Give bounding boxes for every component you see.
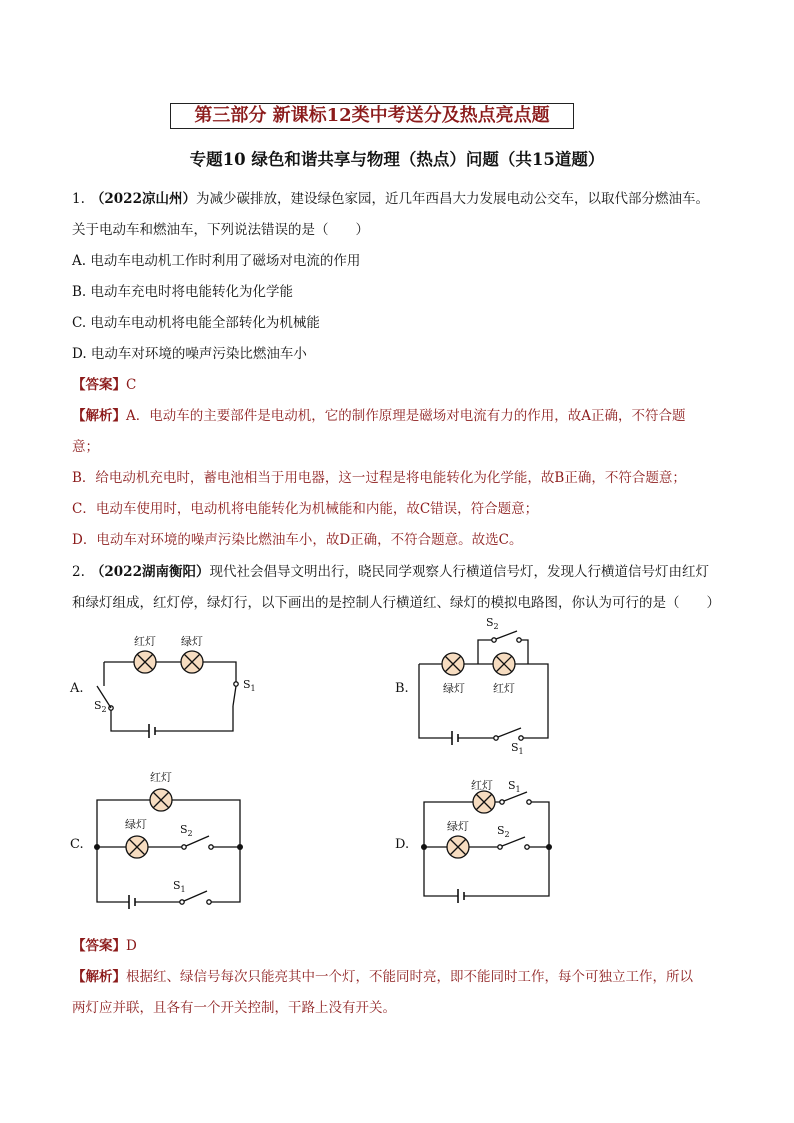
q2-number: 2. [72,564,85,580]
q1-option-b: B. 电动车充电时将电能转化为化学能 [72,284,294,300]
lamp-label: 红灯 [471,779,493,792]
q2-analysis-line2: 两灯应并联，且各有一个开关控制，干路上没有开关。 [72,1000,396,1016]
part-title: 第三部分 新课标12类中考送分及热点亮点题 [170,103,574,129]
option-c-label: C. [70,837,84,852]
q1-option-c: C. 电动车电动机将电能全部转化为机械能 [72,315,320,331]
switch-label: $S_2$ [94,699,107,714]
switch-label: $S_1$ [173,879,186,894]
circuit-b [419,631,548,745]
q1-answer-tag: 【答案】 [72,377,126,393]
circuit-c [97,789,240,909]
lamp-label: 绿灯 [181,635,203,648]
q2-analysis-text: 根据红、绿信号每次只能亮其中一个灯，不能同时亮，即不能同时工作，每个可独立工作，所以 [126,969,693,985]
switch-label: $S_2$ [180,823,193,838]
switch-label: $S_2$ [486,616,499,631]
q1-option-d: D. 电动车对环境的噪声污染比燃油车小 [72,346,307,362]
option-a-label: A. [70,681,84,696]
q1-stem: 为减少碳排放，建设绿色家园，近几年西昌大力发展电动公交车，以取代部分燃油车。 [195,191,709,207]
switch-s1-a [233,686,236,706]
q1-answer-value: C [126,377,137,393]
switch-label: $S_1$ [508,779,521,794]
q1-stem-line2: 关于电动车和燃油车，下列说法错误的是（ ） [72,222,369,238]
lamp-label: 红灯 [134,635,156,648]
option-b-label: B. [395,681,409,696]
circuit-d [424,791,549,903]
q2-answer-value: D [126,938,137,954]
switch-label: $S_1$ [243,678,256,693]
q2-stem: 现代社会倡导文明出行，晓民同学观察人行横道信号灯，发现人行横道信号灯由红灯 [209,564,709,580]
q1-analysis-line4: C．电动车使用时，电动机将电能转化为机械能和内能，故C错误，符合题意； [72,501,539,517]
q1-analysis-line3: B．给电动机充电时，蓄电池相当于用电器，这一过程是将电能转化为化学能，故B正确，不符合题意； [72,470,686,486]
q1-analysis-text: A．电动车的主要部件是电动机，它的制作原理是磁场对电流有力的作用，故A正确，不符合题 [126,408,686,424]
q1-analysis-line5: D．电动车对环境的噪声污染比燃油车小，故D正确，不符合题意。故选C。 [72,532,523,548]
q2-analysis-line1 [72,965,693,985]
switch-label: $S_2$ [497,824,510,839]
switch-label: $S_1$ [511,741,524,756]
lamp-label: 红灯 [150,771,172,784]
q2-answer-tag: 【答案】 [72,938,126,954]
lamp-label: 绿灯 [443,682,465,695]
q1-number: 1. [72,191,85,207]
lamp-label: 红灯 [493,682,515,695]
q1-analysis-tag: 【解析】 [72,408,126,424]
circuit-a [97,651,238,738]
q1-analysis-line2: 意； [72,439,99,455]
lamp-label: 绿灯 [447,820,469,833]
q1-source: （2022凉山州） [90,191,196,207]
q2-source: （2022湖南衡阳） [90,564,210,580]
q1-option-a: A. 电动车电动机工作时利用了磁场对电流的作用 [72,253,361,269]
lamp-label: 绿灯 [125,818,147,831]
q2-analysis-tag: 【解析】 [72,969,126,985]
q2-answer [72,934,137,954]
option-d-label: D. [395,837,410,852]
topic-title: 专题10 绿色和谐共享与物理（热点）问题（共15道题） [189,150,605,169]
q2-stem-line2: 和绿灯组成，红灯停，绿灯行，以下画出的是控制人行横道红、绿灯的模拟电路图，你认为可行的是（ ） [72,595,720,611]
